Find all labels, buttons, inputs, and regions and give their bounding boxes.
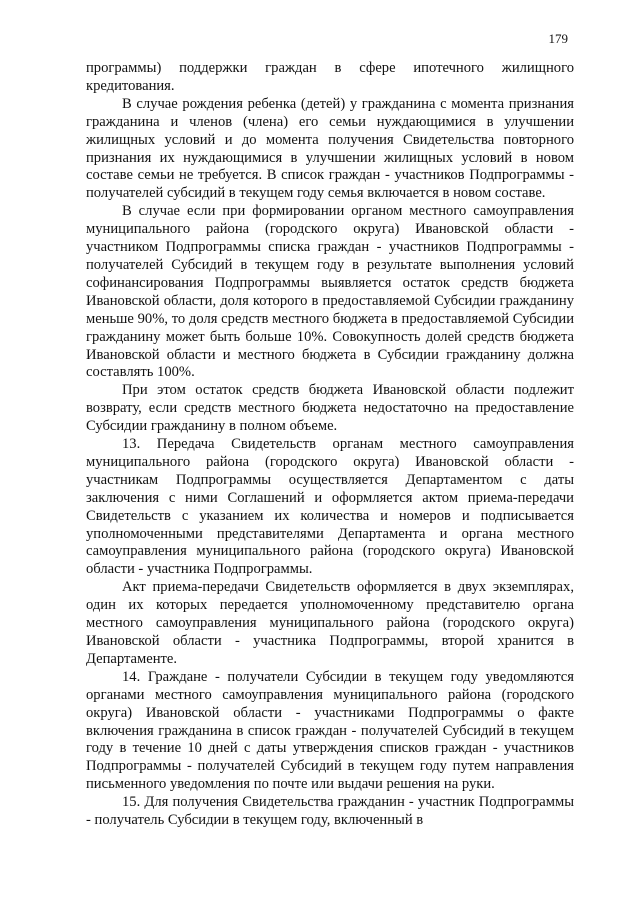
page-number: 179 xyxy=(548,31,568,46)
paragraph-continuation: программы) поддержки граждан в сфере ипотечного жилищного кредитования. xyxy=(86,60,574,94)
paragraph-item-13: 13. Передача Свидетельств органам местного самоуправления муниципального района (городского округа) Ивановской области - участникам Подпрограммы осуществляется Департаментом с даты заключения с ними Соглашений и оформляется актом приема-передачи Свидетельств с указанием их количества и номеров и подписывается уполномоченными представителями Департамента и органа местного самоуправления муниципального района (городского округа) Ивановской области - участника Подпрограммы. xyxy=(86,436,574,578)
paragraph-item-15: 15. Для получения Свидетельства гражданин - участник Подпрограммы - получатель Субсидии в текущем году, включенный в xyxy=(86,794,574,829)
document-body xyxy=(86,60,574,830)
paragraph-budget-remainder: В случае если при формировании органом местного самоуправления муниципального района (городского округа) Ивановской области - участником Подпрограммы списка граждан - участников Подпрограммы - получателей Субсидий в текущем году в результате выполнения условий софинансирования Подпрограммы выявляется остаток средств бюджета Ивановской области, доля которого в предоставляемой Субсидии гражданину меньше 90%, то доля средств местного бюджета в предоставляемой Субсидии гражданину может быть больше 10%. Совокупность долей средств бюджета Ивановской области и местного бюджета в Субсидии гражданину должна составлять 100%. xyxy=(86,203,574,381)
paragraph-remainder-return: При этом остаток средств бюджета Ивановской области подлежит возврату, если средств местного бюджета недостаточно на предоставление Субсидии гражданину в полном объеме. xyxy=(86,382,574,435)
paragraph-child-birth: В случае рождения ребенка (детей) у гражданина с момента признания гражданина и членов (члена) его семьи нуждающимися в улучшении жилищных условий и до момента получения Свидетельства повторного признания их нуждающимися в улучшении жилищных условий в новом составе семьи не требуется. В список граждан - участников Подпрограммы - получателей субсидий в текущем году семья включается в новом составе. xyxy=(86,95,574,202)
paragraph-item-14: 14. Граждане - получатели Субсидии в текущем году уведомляются органами местного самоуправления муниципального района (городского округа) Ивановской области - участниками Подпрограммы о факте включения гражданина в список граждан - получателей Субсидий в текущем году в течение 10 дней с даты утверждения списков граждан - участников Подпрограммы - получателей Субсидий в текущем году путем направления письменного уведомления по почте или выдачи решения на руки. xyxy=(86,668,574,793)
paragraph-transfer-act: Акт приема-передачи Свидетельств оформляется в двух экземплярах, один их которых передается уполномоченному представителю органа местного самоуправления муниципального района (городского округа) Ивановской области - участника Подпрограммы, второй хранится в Департаменте. xyxy=(86,579,574,667)
